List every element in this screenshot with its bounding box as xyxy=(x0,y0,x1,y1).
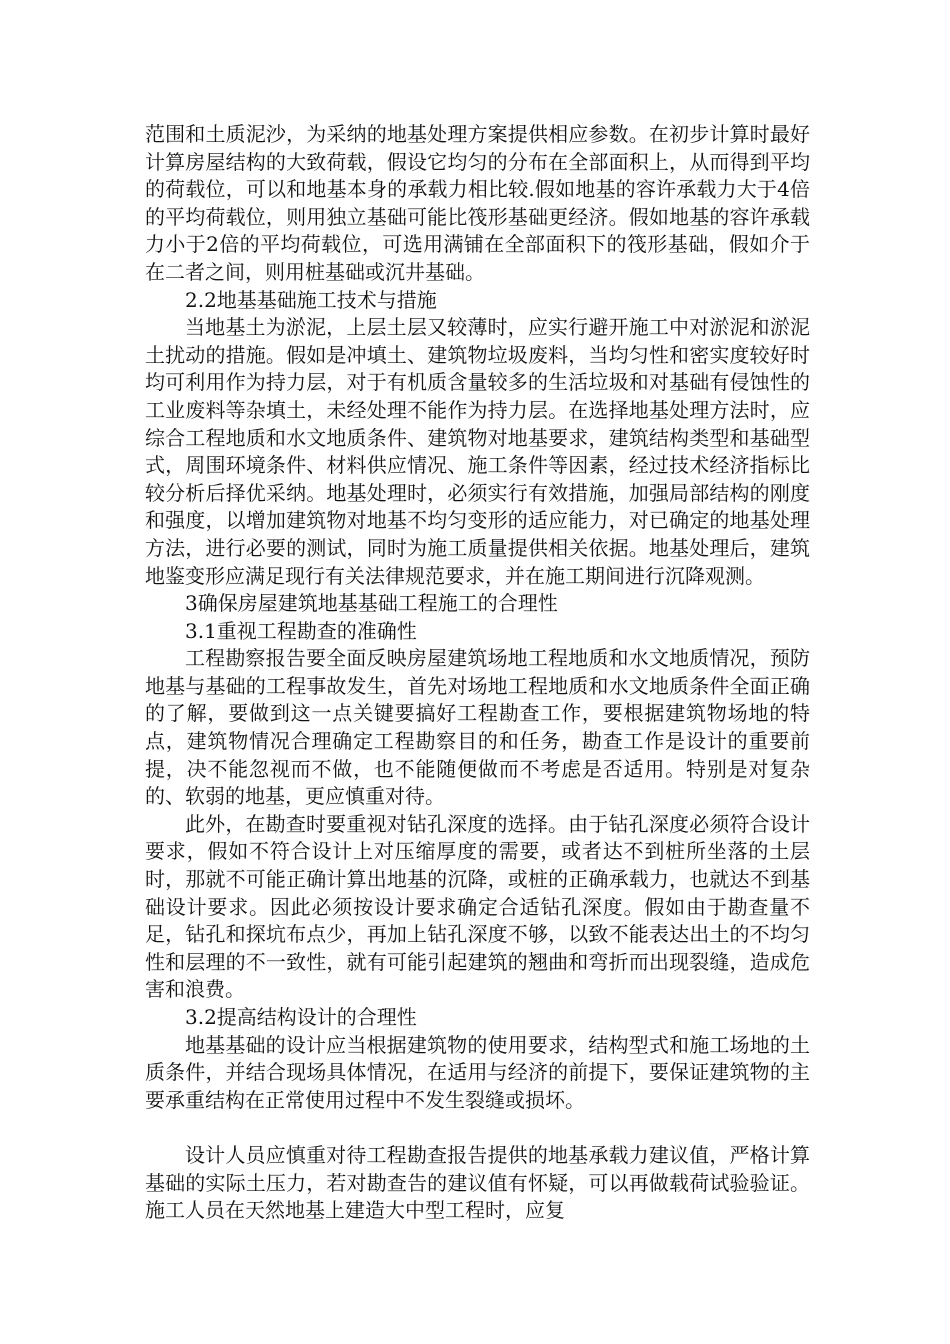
paragraph-bearing-capacity: 设计人员应慎重对待工程勘查报告提供的地基承载力建议值，严格计算基础的实际土压力，若对勘查告的建议值有怀疑，可以再做载荷试验验证。施工人员在天然地基上建造大中型工程时，应复 xyxy=(145,1142,810,1223)
heading-2-2: 2.2地基基础施工技术与措施 xyxy=(185,287,437,312)
blank-line xyxy=(145,1114,810,1142)
paragraph-foundation-selection: 范围和土质泥沙，为采纳的地基处理方案提供相应参数。在初步计算时最好计算房屋结构的大致荷载，假设它均匀的分布在全部面积上，从而得到平均的荷载位，可以和地基本身的承载力相比较.假如地基的容许承载力大于4倍的平均荷载位，则用独立基础可能比筏形基础更经济。假如地基的容许承载力小于2倍的平均荷载位，可选用满铺在全部面积下的筏形基础，假如介于在二者之间，则用桩基础或沉井基础。 xyxy=(145,122,810,284)
heading-3: 3确保房屋建筑地基基础工程施工的合理性 xyxy=(185,591,558,616)
paragraph-design-principles: 地基基础的设计应当根据建筑物的使用要求，结构型式和施工场地的土质条件，并结合现场具体情况，在适用与经济的前提下，要保证建筑物的主要承重结构在正常使用过程中不发生裂缝或损坏。 xyxy=(145,1032,810,1112)
paragraph-construction-measures: 当地基土为淤泥，上层土层又较薄时，应实行避开施工中对淤泥和淤泥土扰动的措施。假如是冲填土、建筑物垃圾废料，当均匀性和密实度较好时均可利用作为持力层，对于有机质含量较多的生活垃圾和对基础有侵蚀性的工业废料等杂填土，未经处理不能作为持力层。在选择地基处理方法时，应综合工程地质和水文地质条件、建筑物对地基要求，建筑结构类型和基础型式，周围环境条件、材料供应情况、施工条件等因素，经过技术经济指标比较分析后择优采纳。地基处理时，必须实行有效措施，加强局部结构的刚度和强度，以增加建筑物对地基不均匀变形的适应能力，对已确定的地基处理方法，进行必要的测试，同时为施工质量提供相关依据。地基处理后，建筑地鉴变形应满足现行有关法律规范要求，并在施工期间进行沉降观测。 xyxy=(145,315,810,588)
heading-3-2: 3.2提高结构设计的合理性 xyxy=(185,1005,417,1029)
heading-3-1: 3.1重视工程勘查的准确性 xyxy=(185,618,417,643)
document-body xyxy=(145,121,810,1225)
paragraph-survey-report: 工程勘察报告要全面反映房屋建筑场地工程地质和水文地质情况，预防地基与基础的工程事故发生，首先对场地工程地质和水文地质条件全面正确的了解，要做到这一点关键要搞好工程勘查工作，要根据建筑物场地的特点，建筑物情况合理确定工程勘察目的和任务，勘查工作是设计的重要前提，决不能忽视而不做，也不能随便做而不考虑是否适用。特别是对复杂的、软弱的地基，更应慎重对待。 xyxy=(145,646,810,809)
paragraph-borehole-depth: 此外，在勘查时要重视对钻孔深度的选择。由于钻孔深度必须符合设计要求，假如不符合设计上对压缩厚度的需要，或者达不到桩所坐落的土层时，那就不可能正确计算出地基的沉降，或桩的正确承载力，也就达不到基础设计要求。因此必须按设计要求确定合适钻孔深度。假如由于勘查量不足，钻孔和探坑布点少，再加上钻孔深度不够，以致不能表达出土的不均匀性和层理的不一致性，就有可能引起建筑的翘曲和弯折而出现裂缝，造成危害和浪费。 xyxy=(145,811,810,1002)
